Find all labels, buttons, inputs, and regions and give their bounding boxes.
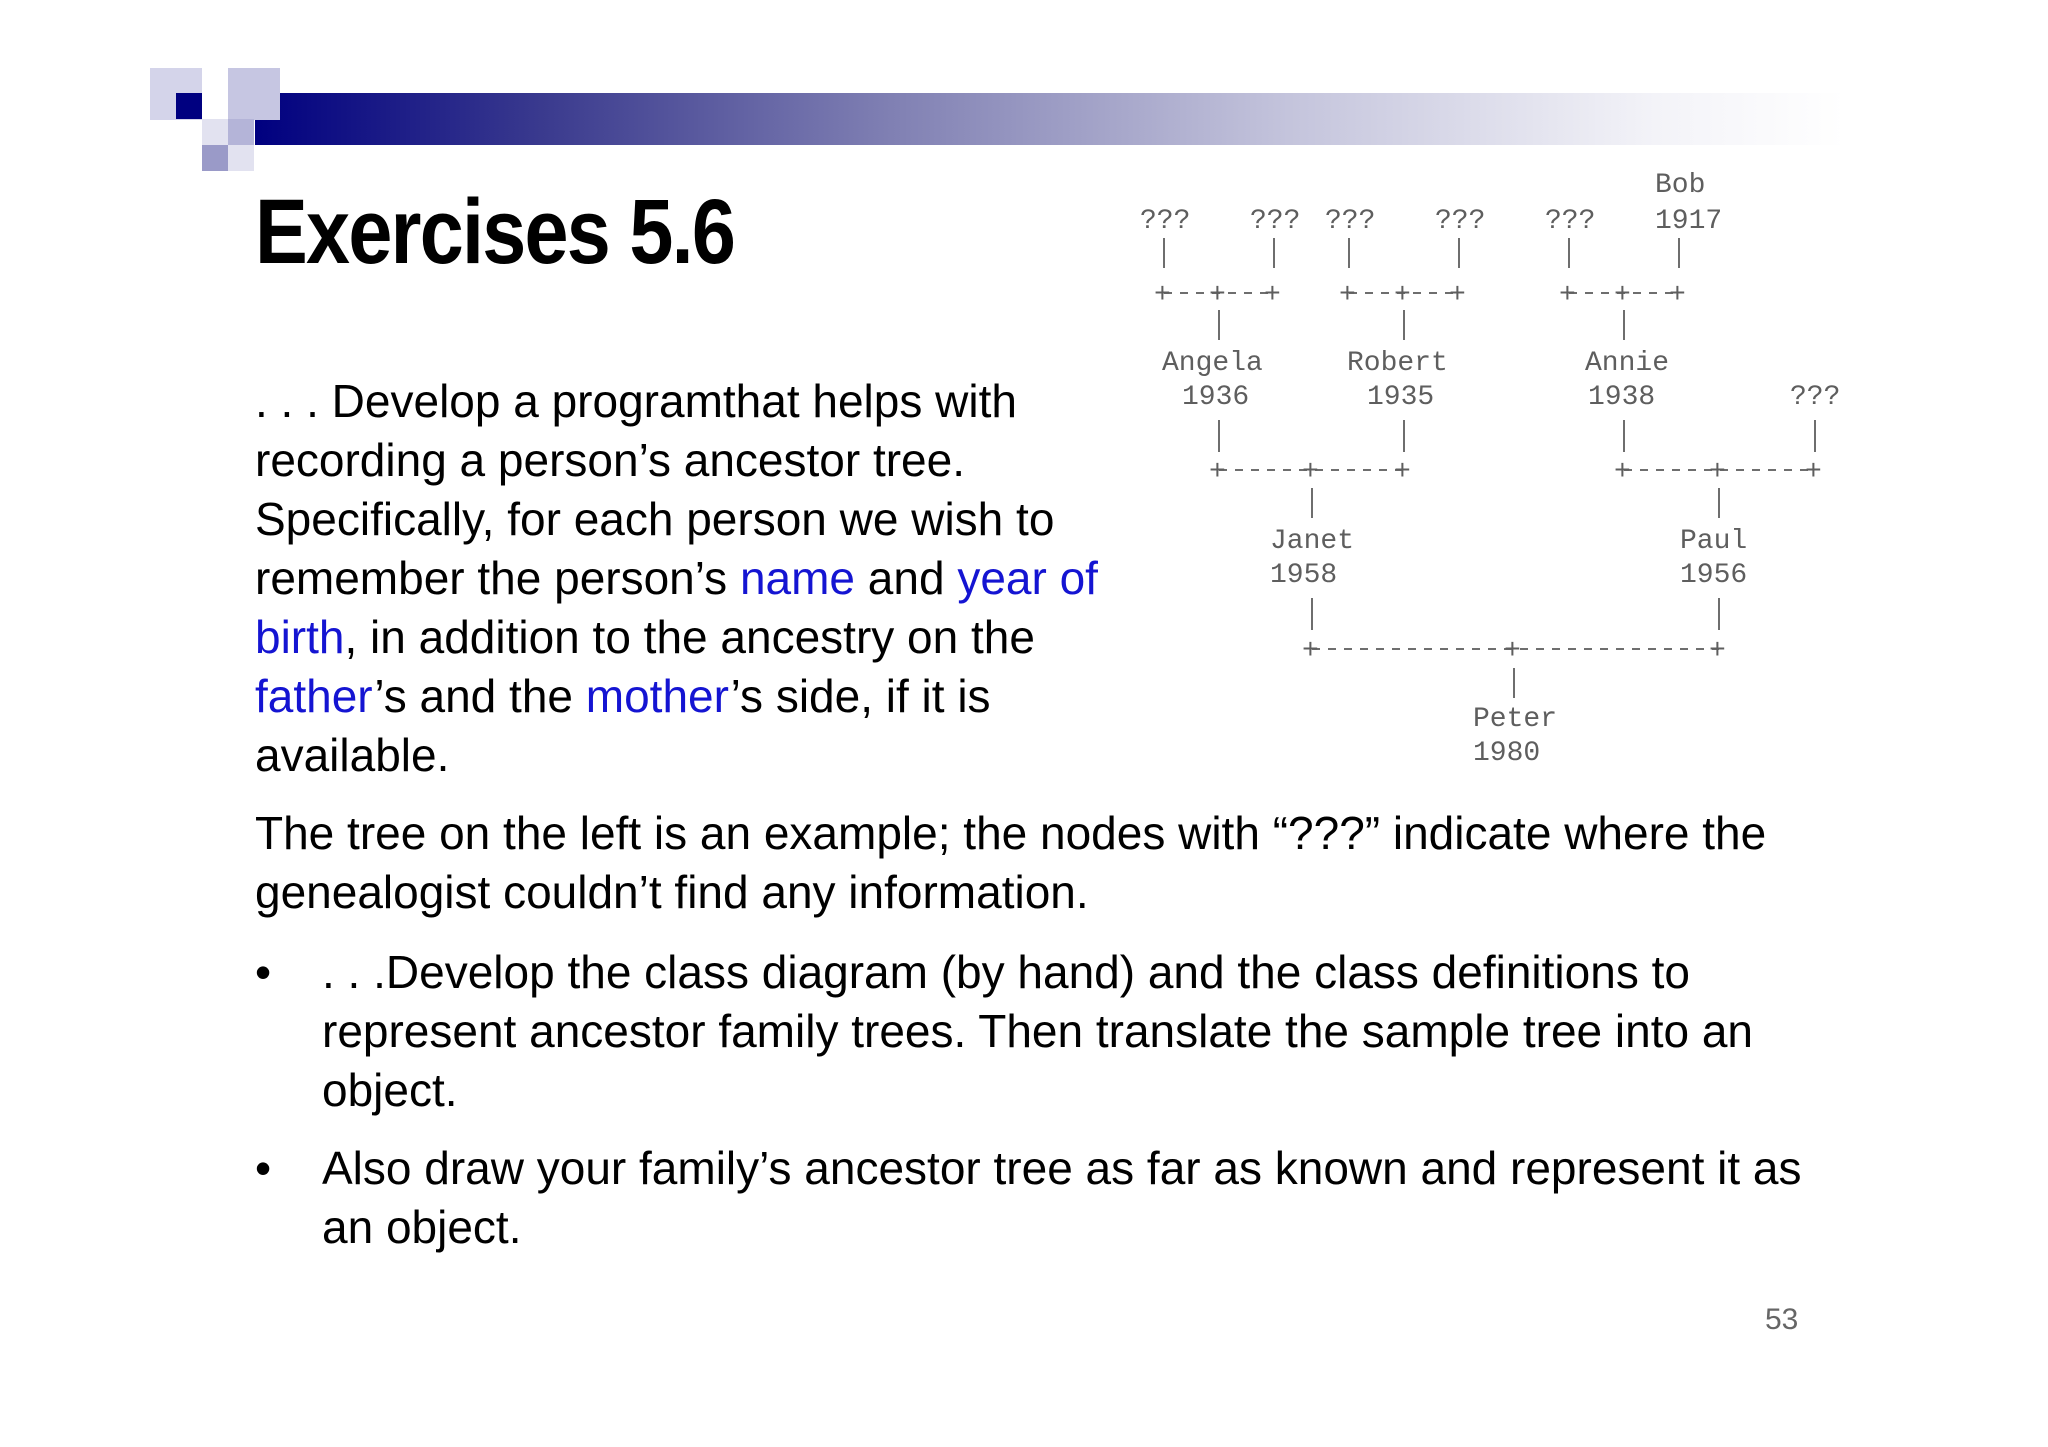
tree-paul-year: 1956 bbox=[1680, 560, 1748, 591]
tree-junction-13: + bbox=[1614, 457, 1631, 488]
tree-explanation: The tree on the left is an example; the nodes with “???” indicate where the genealogist couldn’t find any information. bbox=[255, 807, 1767, 918]
bullet-list-1 bbox=[255, 943, 1855, 1120]
tree-robert-year: 1935 bbox=[1367, 382, 1435, 413]
tree-janet-name: Janet bbox=[1270, 526, 1355, 557]
tree-angela-name: Angela bbox=[1162, 348, 1263, 379]
tree-janet-year: 1958 bbox=[1270, 560, 1338, 591]
tree-unknown-2: ??? bbox=[1250, 206, 1301, 237]
intro-text-3: , in addition to the ancestry on the bbox=[344, 611, 1035, 663]
tree-junction-6: + bbox=[1449, 280, 1466, 311]
bullet-item-family-tree bbox=[255, 1139, 1855, 1257]
title-gradient-bar bbox=[255, 93, 1845, 145]
highlight-year-of-birth: year of birth bbox=[255, 552, 1098, 663]
tree-junction-3: + bbox=[1264, 280, 1281, 311]
tree-annie-year: 1938 bbox=[1588, 382, 1656, 413]
highlight-mother: mother bbox=[585, 670, 731, 722]
decor-square-dark bbox=[176, 93, 202, 119]
tree-junction-12: + bbox=[1394, 457, 1411, 488]
tree-junction-15: + bbox=[1805, 457, 1822, 488]
tree-unknown-4: ??? bbox=[1435, 206, 1486, 237]
bullet-marker: • bbox=[255, 946, 272, 998]
tree-junction-11: + bbox=[1302, 457, 1319, 488]
tree-junction-8: + bbox=[1614, 280, 1631, 311]
intro-text-2: and bbox=[855, 552, 958, 604]
ancestor-tree-diagram bbox=[1130, 160, 1860, 780]
tree-junction-17: + bbox=[1504, 636, 1521, 667]
bullet-list-2 bbox=[255, 1139, 1855, 1257]
tree-junction-2: + bbox=[1209, 280, 1226, 311]
decor-square-small-2 bbox=[228, 119, 254, 145]
tree-junction-1: + bbox=[1154, 280, 1171, 311]
tree-unknown-5: ??? bbox=[1545, 206, 1596, 237]
tree-junction-16: + bbox=[1302, 636, 1319, 667]
bullet-text: Also draw your family’s ancestor tree as far as known and represent it as an object. bbox=[322, 1142, 1802, 1253]
tree-peter-year: 1980 bbox=[1473, 738, 1541, 769]
decor-square-light-2 bbox=[228, 68, 280, 120]
intro-text-4: ’s and the bbox=[374, 670, 586, 722]
tree-junction-10: + bbox=[1209, 457, 1226, 488]
page-number: 53 bbox=[1765, 1303, 1799, 1336]
tree-paul-name: Paul bbox=[1680, 526, 1748, 557]
intro-paragraph bbox=[255, 372, 1135, 785]
tree-unknown-6: ??? bbox=[1790, 382, 1841, 413]
tree-junction-14: + bbox=[1709, 457, 1726, 488]
tree-junction-5: + bbox=[1394, 280, 1411, 311]
highlight-father: father bbox=[255, 670, 375, 722]
intro-text-5: ’s side, if it is available. bbox=[255, 670, 991, 781]
tree-junction-4: + bbox=[1339, 280, 1356, 311]
bullet-item-class-diagram bbox=[255, 943, 1855, 1120]
tree-unknown-3: ??? bbox=[1325, 206, 1376, 237]
highlight-name: name bbox=[739, 552, 856, 604]
tree-junction-7: + bbox=[1559, 280, 1576, 311]
tree-bob-name: Bob bbox=[1655, 170, 1706, 201]
tree-junction-18: + bbox=[1709, 636, 1726, 667]
tree-junction-9: + bbox=[1669, 280, 1686, 311]
bullet-text: . . .Develop the class diagram (by hand) and the class definitions to represent ancestor family trees. Then translate the sample tree into an object. bbox=[322, 946, 1754, 1116]
tree-bob-year: 1917 bbox=[1655, 206, 1723, 237]
bullet-marker: • bbox=[255, 1142, 272, 1194]
page-title: Exercises 5.6 bbox=[255, 181, 735, 283]
tree-robert-name: Robert bbox=[1347, 348, 1448, 379]
tree-unknown-1: ??? bbox=[1140, 206, 1191, 237]
tree-angela-year: 1936 bbox=[1182, 382, 1250, 413]
tree-annie-name: Annie bbox=[1585, 348, 1670, 379]
intro-text-1: . . . Develop a programthat helps with recording a person’s ancestor tree. Specifically, for each person we wish to remember the person’s bbox=[255, 375, 1055, 604]
tree-peter-name: Peter bbox=[1473, 704, 1558, 735]
decor-square-small bbox=[202, 145, 228, 171]
